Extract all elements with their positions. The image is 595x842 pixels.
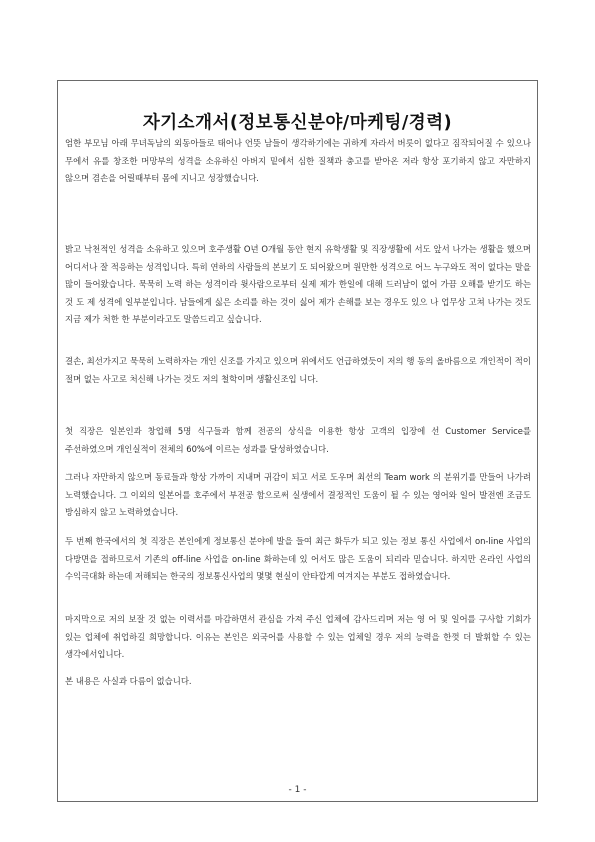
paragraph-closing: 마지막으로 저의 보잘 것 없는 이력서를 마감하면서 관심을 가져 주신 업체에 감사드리며 저는 영 어 및 일어를 구사할 기회가 있는 업체에 취업하길 희망합니다. 이유는 본인은 외국어를 사용할 수 있는 업체일 경우 저의 능력을 한껏 더 발휘할 수 있는 생각에서입니다. <box>65 614 531 660</box>
page-number: - 1 - <box>288 785 307 795</box>
document-title: 자기소개서(정보통신분야/마케팅/경력) <box>142 112 453 133</box>
paragraph-second-job: 두 번째 한국에서의 첫 직장은 본인에게 정보통신 분야에 발을 들여 최근 화두가 되고 있는 정보 통신 사업에서 on-line 사업의 다방면을 접하므로서 기존의 off-line 사업을 on-line 화하는데 있 어서도 많은 도움이 되리라 믿습니다. 하지만 온라인 사업의 수익극대화 하는데 저해되는 한국의 정보통신사업의 몇몇 현실이 안타깝게 여겨지는 부분도 접하였습니다. <box>65 536 531 582</box>
paragraph-family-background: 엄한 부모님 아래 무녀독남의 외동아들로 태어나 언뜻 남들이 생각하기에는 귀하게 자라서 버릇이 없다고 짐작되어질 수 있으나 무에서 유를 창조한 머망부의 성격을 소유하신 아버지 밑에서 심한 질책과 충고를 받아온 저라 항상 포기하지 않고 자만하지 않으며 겸손을 어릴때부터 몸에 지니고 성장했습니다. <box>65 138 531 184</box>
paragraph-teamwork: 그러나 자만하지 않으며 동료들과 항상 가까이 지내며 귀감이 되고 서로 도우며 최선의 Team work 의 분위기를 만들어 나가려 노력했습니다. 그 이외의 일본어를 호주에서 부전공 함으로써 실생에서 결정적인 도움이 될 수 있는 영어와 일어 발전엔 조금도 방심하지 않고 노력하였습니다. <box>65 472 531 518</box>
paragraph-personality: 밝고 낙천적인 성격을 소유하고 있으며 호주생활 O년 O개월 동안 현지 유학생활 및 직장생활에 서도 앞서 나가는 생활을 했으며 어디서나 잘 적응하는 성격입니다. 특히 연하의 사람들의 본보기 도 되어왔으며 원만한 성격으로 어느 누구와도 적이 없다는 말을 많이 들어왔습니다. 묵묵히 노력 하는 성격이라 윗사람으로부터 실제 제가 한일에 대해 드러남이 없어 가끔 오해를 받기도 하는 것 도 제 성격에 일부분입니다. 남들에게 싫은 소리를 하는 것이 싫어 제가 손해를 보는 경우도 있으 나 업무상 고쳐 나가는 것도 지금 제가 처한 한 부분이라고도 말씀드리고 싶습니다. <box>65 244 531 325</box>
paragraph-motto: 결손, 최선가지고 묵묵히 노력하자는 개인 신조를 가지고 있으며 위에서도 언급하였듯이 저의 행 동의 올바름으로 개인적이 적이 절며 없는 사고로 처신해 나가는 것도 저의 철학이며 생활신조입 니다. <box>65 356 531 384</box>
paragraph-declaration: 본 내용은 사실과 다름이 없습니다. <box>65 676 192 686</box>
paragraph-first-job: 첫 직장은 일본인과 창업해 5명 식구들과 함께 전공의 상식을 이용한 항상 고객의 입장에 선 Customer Service를 주선하였으며 개인실적이 전체의 60%에 이르는 성과를 달성하였습니다. <box>65 426 531 454</box>
